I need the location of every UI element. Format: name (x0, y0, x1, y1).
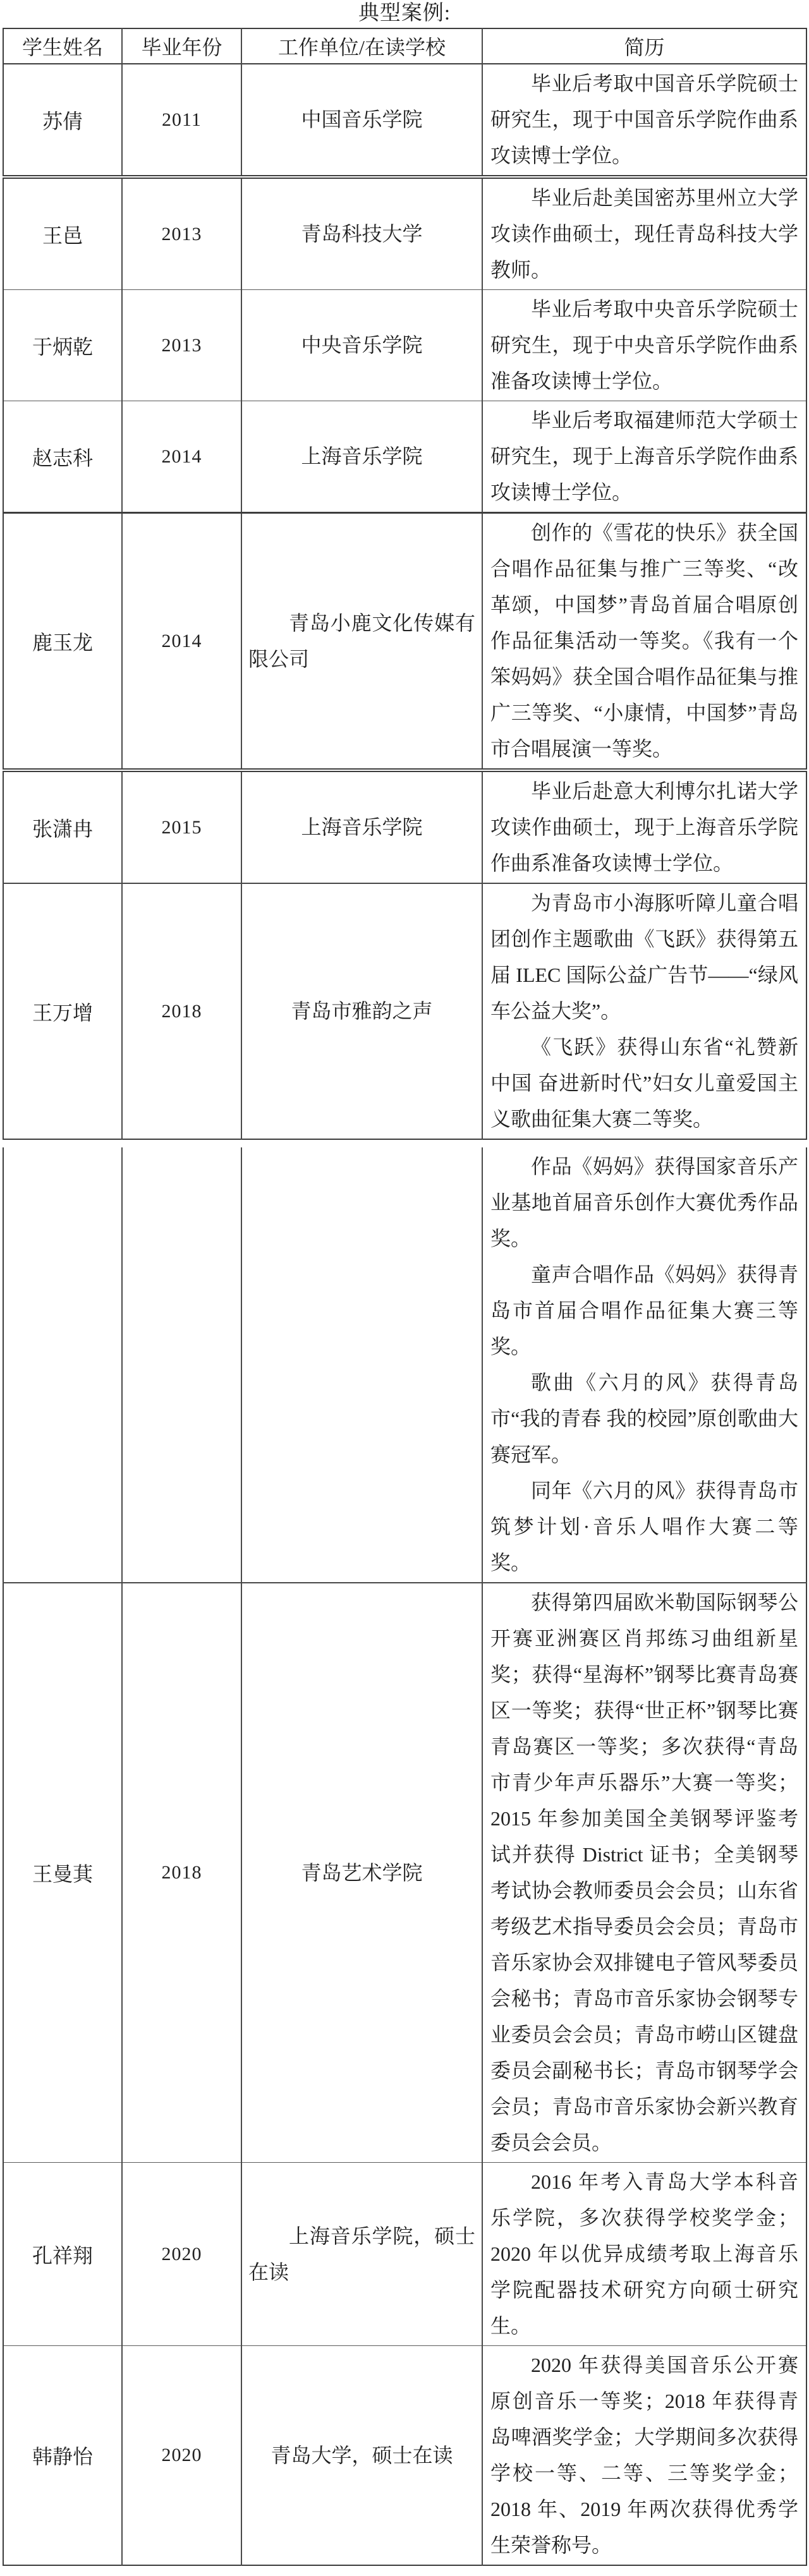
bio-cell (482, 883, 806, 1139)
work-unit-cell: 中央音乐学院 (241, 290, 482, 401)
bio-paragraph: 2020 年获得美国音乐公开赛原创音乐一等奖；2018 年获得青岛啤酒奖学金；大学期间多次获得学校一等、二等、三等奖学金；2018 年、2019 年两次获得优秀学生荣誉称号。 (490, 2354, 798, 2556)
col-header-work-unit: 工作单位/在读学校 (241, 28, 482, 64)
work-unit-cell: 上海音乐学院，硕士在读 (241, 2163, 482, 2346)
graduation-year-cell: 2013 (122, 290, 241, 401)
col-header-student-name: 学生姓名 (21, 36, 103, 59)
graduation-year-cell: 2015 (122, 770, 241, 883)
graduation-year-cell: 2011 (122, 64, 241, 177)
bio-paragraph: 作品《妈妈》获得国家音乐产业基地首届音乐创作大赛优秀作品奖。 (490, 1155, 798, 1250)
bio-cell (482, 1583, 806, 2163)
graduation-year-cell: 2020 (122, 2163, 241, 2346)
bio-paragraph: 《飞跃》获得山东省“礼赞新中国 奋进新时代”妇女儿童爱国主义歌曲征集大赛二等奖。 (490, 1036, 798, 1130)
student-name-cell: 张潇冉 (32, 817, 93, 840)
table-row (3, 177, 806, 290)
table-row (3, 513, 806, 771)
work-unit-cell: 青岛市雅韵之声 (241, 883, 482, 1139)
bio-paragraph: 毕业后考取福建师范大学硕士研究生，现于上海音乐学院作曲系攻读博士学位。 (490, 409, 798, 504)
work-unit-cell: 上海音乐学院 (241, 770, 482, 883)
work-unit-cell: 上海音乐学院 (241, 401, 482, 513)
bio-paragraph: 同年《六月的风》获得青岛市 筑梦计划·音乐人唱作大赛二等奖。 (490, 1479, 798, 1574)
bio-paragraph: 毕业后赴意大利博尔扎诺大学攻读作曲硕士，现于上海音乐学院作曲系准备攻读博士学位。 (490, 780, 798, 874)
cases-table-part-1 (3, 28, 807, 1140)
bio-cell (482, 290, 806, 401)
student-name-cell: 王邑 (42, 224, 83, 247)
work-unit-cell: 青岛艺术学院 (241, 1583, 482, 2163)
student-name-cell: 鹿玉龙 (32, 631, 93, 654)
table-row (3, 2163, 806, 2346)
header-row (3, 28, 806, 64)
bio-paragraph: 毕业后考取中央音乐学院硕士研究生，现于中央音乐学院作曲系准备攻读博士学位。 (490, 298, 798, 392)
graduation-year-cell: 2014 (122, 401, 241, 513)
student-name-cell: 苏倩 (42, 109, 83, 133)
graduation-year-cell: 2020 (122, 2346, 241, 2566)
col-header-graduation-year: 毕业年份 (122, 28, 241, 64)
table-row (3, 770, 806, 883)
col-header-bio: 简历 (482, 28, 806, 64)
table-row (3, 290, 806, 401)
work-unit-cell: 青岛大学，硕士在读 (241, 2346, 482, 2566)
student-name-cell: 赵志科 (32, 446, 93, 469)
bio-paragraph: 为青岛市小海豚听障儿童合唱团创作主题歌曲《飞跃》获得第五届 ILEC 国际公益广告节——“绿风车公益大奖”。 (490, 892, 798, 1022)
bio-paragraph: 毕业后赴美国密苏里州立大学攻读作曲硕士，现任青岛科技大学教师。 (490, 186, 798, 281)
page-title: 典型案例: (358, 2, 451, 25)
student-name-cell: 孔祥翔 (32, 2244, 93, 2267)
bio-paragraph: 毕业后考取中国音乐学院硕士研究生，现于中国音乐学院作曲系攻读博士学位。 (490, 72, 798, 167)
graduation-year-cell (122, 1147, 241, 1583)
graduation-year-cell: 2018 (122, 883, 241, 1139)
table-row (3, 1147, 806, 1583)
student-name-cell: 于炳乾 (32, 335, 93, 358)
graduation-year-cell: 2014 (122, 513, 241, 771)
bio-paragraph: 创作的《雪花的快乐》获全国合唱作品征集与推广三等奖、“改革颂，中国梦”青岛首届合唱原创作品征集活动一等奖。《我有一个笨妈妈》获全国合唱作品征集与推广三等奖、“小康情，中国梦”青岛市合唱展演一等奖。 (490, 521, 798, 760)
table-row (3, 64, 806, 177)
work-unit-cell (241, 1147, 482, 1583)
bio-cell (482, 2163, 806, 2346)
bio-paragraph: 歌曲《六月的风》获得青岛市“我的青春 我的校园”原创歌曲大赛冠军。 (490, 1371, 798, 1466)
student-name-cell (3, 1147, 122, 1583)
bio-paragraph: 2016 年考入青岛大学本科音乐学院，多次获得学校奖学金；2020 年以优异成绩考取上海音乐学院配器技术研究方向硕士研究生。 (490, 2170, 798, 2337)
student-name-cell: 王万增 (32, 1001, 93, 1024)
bio-paragraph: 童声合唱作品《妈妈》获得青岛市首届合唱作品征集大赛三等奖。 (490, 1263, 798, 1358)
table-row (3, 883, 806, 1139)
graduation-year-cell: 2018 (122, 1583, 241, 2163)
table-row (3, 401, 806, 513)
table-row (3, 2346, 806, 2566)
student-name-cell: 韩静怡 (32, 2445, 93, 2468)
work-unit-cell: 中国音乐学院 (241, 64, 482, 177)
bio-paragraph: 获得第四届欧米勒国际钢琴公开赛亚洲赛区肖邦练习曲组新星奖；获得“星海杯”钢琴比赛青岛赛区一等奖；获得“世正杯”钢琴比赛青岛赛区一等奖；多次获得“青岛市青少年声乐器乐”大赛一等奖；2015 年参加美国全美钢琴评鉴考试并获得 District 证书；全美钢琴考试协会教师委员会会员；山东省考级艺术指导委员会会员；青岛市音乐家协会双排键电子管风琴委员会秘书；青岛市音乐家协会钢琴专业委员会会员；青岛市崂山区键盘委员会副秘书长；青岛市钢琴学会会员；青岛市音乐家协会新兴教育委员会会员。 (490, 1591, 798, 2154)
bio-cell (482, 2346, 806, 2566)
graduation-year-cell: 2013 (122, 177, 241, 290)
bio-cell (482, 770, 806, 883)
bio-cell (482, 1147, 806, 1583)
bio-cell (482, 513, 806, 771)
cases-table-part-2 (3, 1147, 807, 2566)
table-row (3, 1583, 806, 2163)
bio-cell (482, 64, 806, 177)
bio-cell (482, 401, 806, 513)
work-unit-cell: 青岛小鹿文化传媒有限公司 (241, 513, 482, 771)
work-unit-cell: 青岛科技大学 (241, 177, 482, 290)
bio-cell (482, 177, 806, 290)
student-name-cell: 王曼萁 (32, 1863, 93, 1885)
